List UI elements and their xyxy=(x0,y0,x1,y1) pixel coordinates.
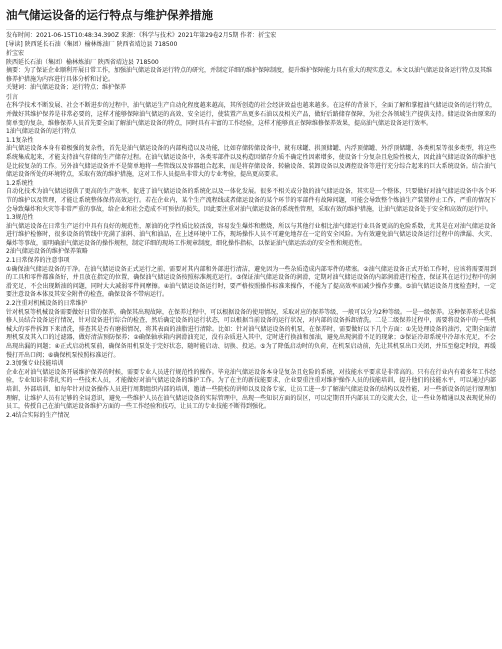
section-heading: 1.1复杂性 xyxy=(6,136,34,144)
author-affiliation: 陕西延长石油（集团）榆林炼油厂 陕西省靖边县 718500 xyxy=(6,59,159,66)
section-heading: 引言 xyxy=(6,93,19,101)
section-heading: 1油气储运设备的运行特点 xyxy=(6,128,76,136)
body-paragraph: 在科学技术不断发展、社会不断进步的过程中，油气储运生产自动化程度越来越高，其所创造的社会经济效益也越来越多。在这样的背景下，全面了解和掌握油气储运设备的运行特点，并做好其维护保养是非常必要的，这样才能够保障油气储运的高效、安全运行，使装置产出更多石油以及相关产品，做好后路储存保障，为社会各领域生产提供支持。储运设备由原来的简单变的复杂，维修保养人员首先要全面了解油气储运设备的特点，同时具有丰富的工作经验，这样才能够真正保障维修保养效果，提高油气储运设备运行效率。 xyxy=(6,102,496,127)
body-paragraph: 针对机泵等机械设备需要做好日常的保养，确保其出现故障，在保养过程中，可以根据设备的使用情况，采取对应的保养等级，一般可以分为2种等级。一是一级保养。这种保养形式是维修人员结合设备运行情况，针对设备进行综合的检查，然后确定设备的运行状态，可以根据当前设备的运行状况，对内部的设备拆卸清洗。二是二级保养过程中，需要将设备中的一些机械大的零件拆卸下来清洗，排查其是否有磨损情况，将其表面的油脂进行清除。比如：针对油气储运设备的机泵，在保养时，需要做好以下几个方面：①先处理设备的油污，定期全面清理机泵及其入口的过滤器，做好清洁预防保养；②确保轴承箱内润滑油充足，没有杂质进入其中，定时进行换油和加油，避免出现润滑不足的现象；③保证冷却系统中冷却水充足，不会出现出漏的问题；④正式启动机泵前，确保备用机泵处于完好状态，随时能启动、切换、投运。⑤为了降低启动时的负荷，在机泵启动前，先让其机泵出口关闭，并压至稳定时段，再缓慢打开出口阀；⑥确保机泵按照标准运行。 xyxy=(6,308,496,359)
publish-meta: 发布时间：2021-06-15T10:48:34.390Z 来源：《科学与技术》2021年第29卷2月5期 作者：折宝宏 xyxy=(6,29,496,40)
keywords: 关键词：油气储运设备；运行特点；维护保养 xyxy=(6,84,127,92)
guide-affiliation: [导读] 陕西延长石油（集团）榆林炼油厂 陕西省靖边县 718500 xyxy=(6,41,178,48)
body-paragraph: ①确保油气储运设备的干净。在油气储运设备正式运行之前，需要对其内部和外部进行清洁，避免因为一些杂质造成内部零件的堵塞。②油气储运设备正式开始工作时，应该将需要用到的工具和零件都准备好，并且放在指定的位置，确保油气储运设备按照标准规范运行。③保证油气储运设备的润滑，定期对油气储运设备的内部润滑进行检查，保证其在运行过程中的润滑充足，不会出现断油的问题，同时大大减弱零件间摩擦。④油气储运设备运行时，要严格按照操作标准来操作，不能为了提高效率而减少操作步骤。⑤油气储运设备月度检查时，一定要注意设备本体及其安全附件的检查，确保设备不带病运行。 xyxy=(6,265,496,299)
body-paragraph: 企业在对油气储运设备开展维护保养的时候，需要专业人员进行规范性的操作。毕竟油气储运设备本身是复杂且危险的系统，对技能水平要求是非常高的。只有在行业内有着多年工作经验，专业知识非常扎实的一些技术人员，才能做好对油气储运设备的维护工作。为了在主的新技能要求，企业要重注重对维护操作人员的技能培训，提升他们的技能水平，可以通过内部培训、外部培训、如每年针对设备操作人员进行周期组织内部的培训，邀请一些院校的讲师以及设备专家，让员工进一步了解油气储运设备的结构以及性能，对一些新设备的运行原理加理解，让维护人员有足够的全局意识，避免一些维护人员在油气储运设备的实际管理中，出现一些知识方面的误区，可以定期召开内部员工的交流大会，让一些业务精通以及表现优异的员工，传授自己在油气储运设备维护方面的一些工作经验和技巧，让员工的专业技能不断得到强化。 xyxy=(6,368,496,411)
section-heading: 2.1日常保养的注意事项 xyxy=(6,257,70,265)
body-paragraph: 油气储运设备本身有着极强的复杂性，首先是油气储运设备的内部构造以及功能，比如存储转储设备中，就有球罐、拱顶储罐、内浮顶储罐、外浮顶储罐、各类机泵等很多类型，将这些系统集成起来，才能支持油气存储的生产储存过程。在油气储运设备中，各类零部件以及构造因储存介质不确定性因素增多，使设备十分复杂且危险性极大，因此油气储运设备的维护也是比较复杂的工作。另外油气储运设备并不是简单地将一些管线以及容器组合起来，而是将存储设备、转输设备、装卸设备以及调控设备等进行充分综合起来的巨大系统设备。结合油气储运设备所处的环境特点，采取有效的维护措施，这对工作人员提出非常大的专业考验，提出更高要求。 xyxy=(6,145,496,179)
article-title: 油气储运设备的运行特点与维护保养措施 xyxy=(6,8,213,22)
body-paragraph: 油气储运设备在日常生产运行中具有良好的规范性，原油的化学性质比较活泼，容易发生爆炸和燃烧，所以与其他行业相比油气储运行业具备更高的危险系数，尤其是在对油气储运设备进行维护检修时，很多设备的管线中充满了油料、油气和油品，在上述环境中工作，现场操作人员不可避免地存在一定的安全风险。为有效避免油气储运设备运行过程中的泄漏、火灾、爆炸等事故，需明确油气储运设备的操作规程，制定详细的现场工作规章制度，细化操作指标，以保证油气储运活动的安全性和规范性。 xyxy=(6,222,496,247)
article-body xyxy=(6,94,496,421)
section-heading: 1.2系统性 xyxy=(6,179,34,187)
section-heading: 2.3加强专业技能培训 xyxy=(6,360,64,368)
section-heading: 2油气储运设备的维护保养策略 xyxy=(6,248,88,256)
section-heading: 2.4结合实际的生产情况 xyxy=(6,411,70,419)
section-heading: 1.3规范性 xyxy=(6,214,34,222)
abstract: 摘要：为了保证企业顺利开展日常工作，加强油气储运设备运行特点的研究，并制定详细的维护保障制度，提升维护保障能力具有重大的现实意义。本文以油气储运设备运行特点及其维修养护措施为内容进行具体分析和讨论。 xyxy=(6,67,493,83)
body-paragraph: 自动化技术为油气储运提供了更高的生产效率，促进了油气储运设备的系统化以及一体化发展。很多不相关或分散的油气储运设备，其实是一个整体，只要做好对油气储运设备中各个环节的维护以及管理，才能让系统整体保持高效运行。若在企业内，某个生产流程线或者储运设备的某个环节的零部件有故障问题，可能会导致整个炼油生产装置停止工作，严重的情况下会导致爆炸和火灾等非常严重的事故，给企业和社会造成不可预估的损失，因此要注重对油气储运设备的系统性管理，采取有效的维护措施，让油气储运设备处于安全和高效的运行中。 xyxy=(6,188,496,213)
section-heading: 2.2注重对机械设备的日常维护 xyxy=(6,300,88,308)
author-name: 折宝宏 xyxy=(6,50,25,57)
